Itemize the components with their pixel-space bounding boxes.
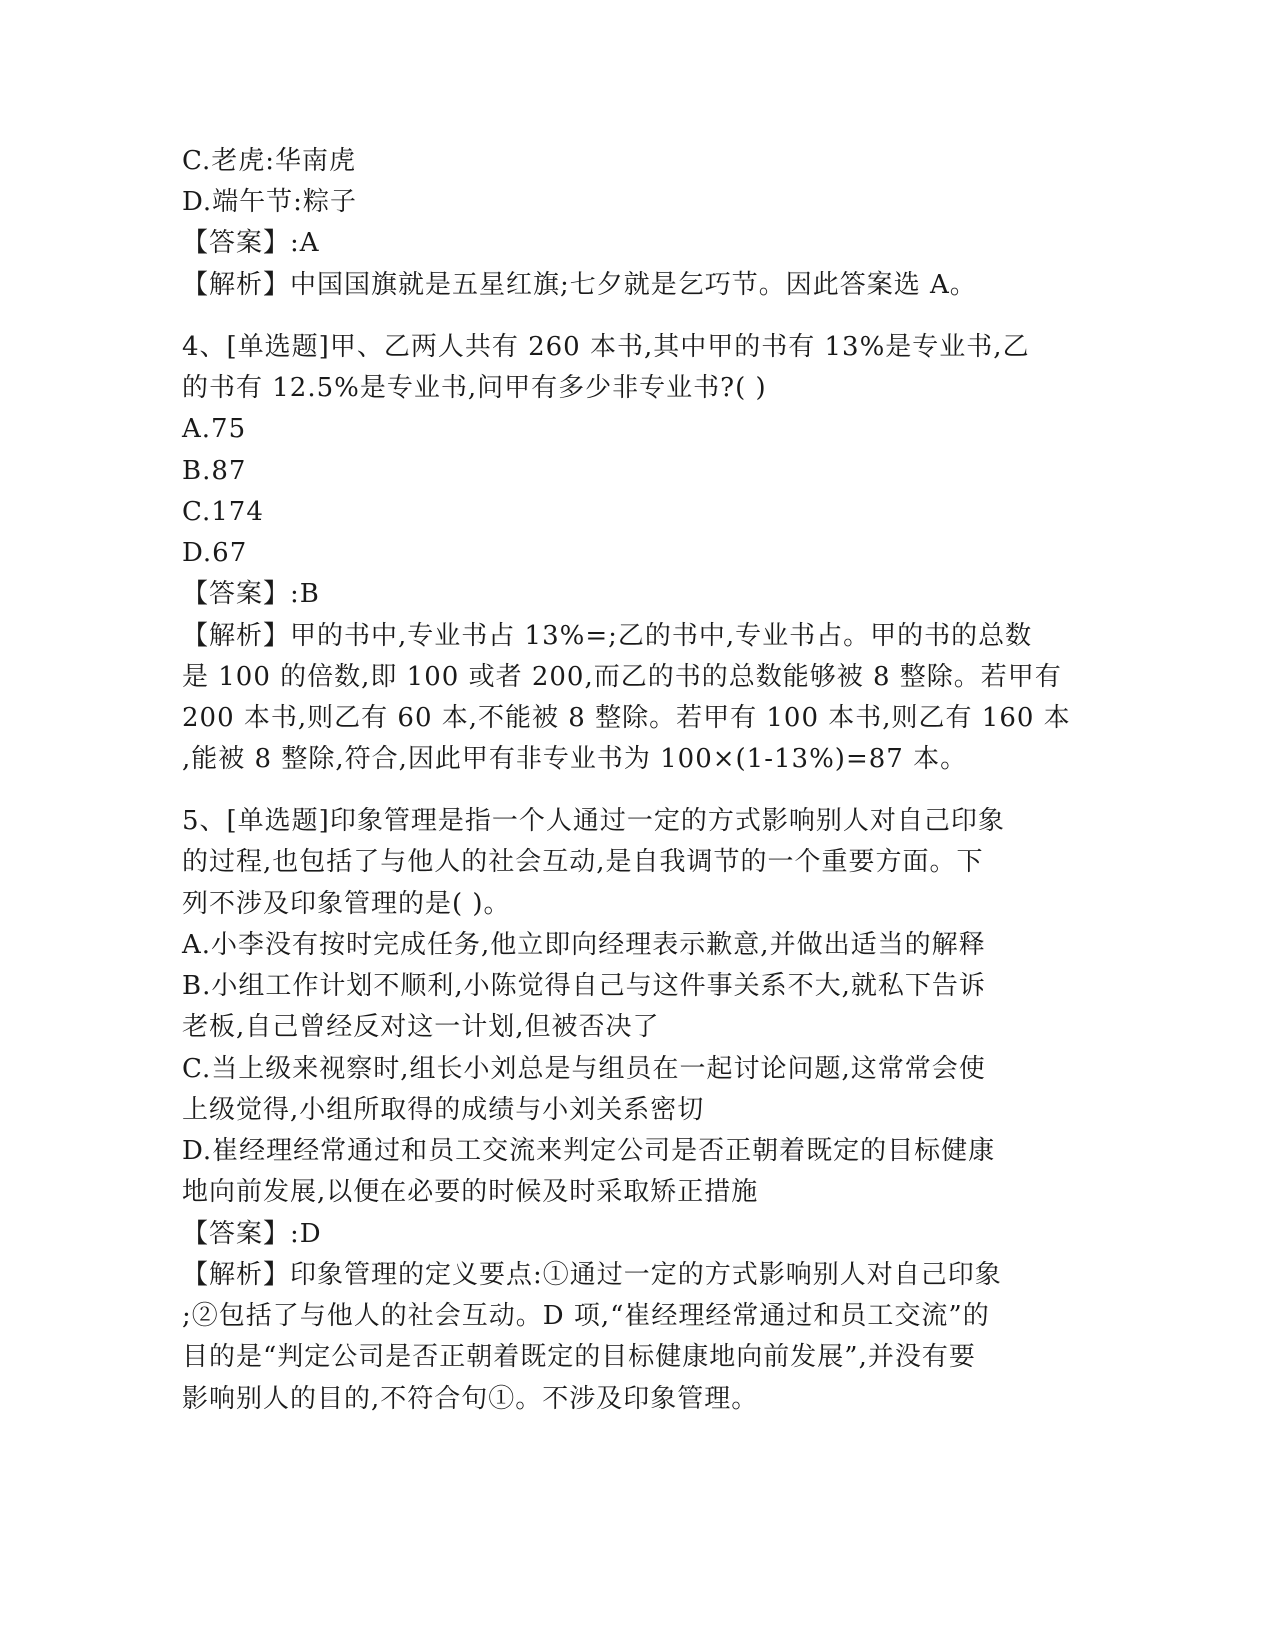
question-stem: 4、[单选题]甲、乙两人共有 260 本书,其中甲的书有 13%是专业书,乙: [182, 332, 1030, 362]
analysis: ,能被 8 整除,符合,因此甲有非专业书为 100×(1-13%)=87 本。: [182, 744, 968, 774]
analysis: 目的是“判定公司是否正朝着既定的目标健康地向前发展”,并没有要: [182, 1342, 976, 1372]
question-stem: 5、[单选题]印象管理是指一个人通过一定的方式影响别人对自己印象: [182, 806, 1005, 836]
option-d: D.67: [182, 538, 248, 568]
option-b: B.87: [182, 456, 247, 486]
option-d: D.端午节:粽子: [182, 187, 357, 217]
option-c: C.老虎:华南虎: [182, 146, 356, 176]
question-stem: 的书有 12.5%是专业书,问甲有多少非专业书?( ): [182, 373, 767, 403]
question-stem: 列不涉及印象管理的是( )。: [182, 889, 511, 919]
option-d: 地向前发展,以便在必要的时候及时采取矫正措施: [182, 1177, 759, 1207]
analysis: 【解析】甲的书中,专业书占 13%=;乙的书中,专业书占。甲的书的总数: [182, 621, 1033, 651]
option-c: C.当上级来视察时,组长小刘总是与组员在一起讨论问题,这常常会使: [182, 1054, 986, 1084]
option-b: B.小组工作计划不顺利,小陈觉得自己与这件事关系不大,就私下告诉: [182, 971, 986, 1001]
analysis: 是 100 的倍数,即 100 或者 200,而乙的书的总数能够被 8 整除。若甲有: [182, 662, 1062, 692]
option-a: A.小李没有按时完成任务,他立即向经理表示歉意,并做出适当的解释: [182, 930, 986, 960]
option-c: C.174: [182, 497, 264, 527]
question-stem: 的过程,也包括了与他人的社会互动,是自我调节的一个重要方面。下: [182, 847, 984, 877]
analysis: 【解析】印象管理的定义要点:①通过一定的方式影响别人对自己印象: [182, 1260, 1002, 1290]
analysis: 影响别人的目的,不符合句①。不涉及印象管理。: [182, 1384, 759, 1414]
option-d: D.崔经理经常通过和员工交流来判定公司是否正朝着既定的目标健康: [182, 1136, 996, 1166]
option-a: A.75: [182, 414, 247, 444]
answer: 【答案】:A: [182, 228, 320, 258]
option-c: 上级觉得,小组所取得的成绩与小刘关系密切: [182, 1095, 705, 1125]
analysis: 【解析】中国国旗就是五星红旗;七夕就是乞巧节。因此答案选 A。: [182, 270, 977, 300]
answer: 【答案】:D: [182, 1219, 322, 1249]
option-b: 老板,自己曾经反对这一计划,但被否决了: [182, 1012, 660, 1042]
answer: 【答案】:B: [182, 579, 320, 609]
analysis: 200 本书,则乙有 60 本,不能被 8 整除。若甲有 100 本书,则乙有 160 本: [182, 703, 1071, 733]
analysis: ;②包括了与他人的社会互动。D 项,“崔经理经常通过和员工交流”的: [182, 1301, 990, 1331]
